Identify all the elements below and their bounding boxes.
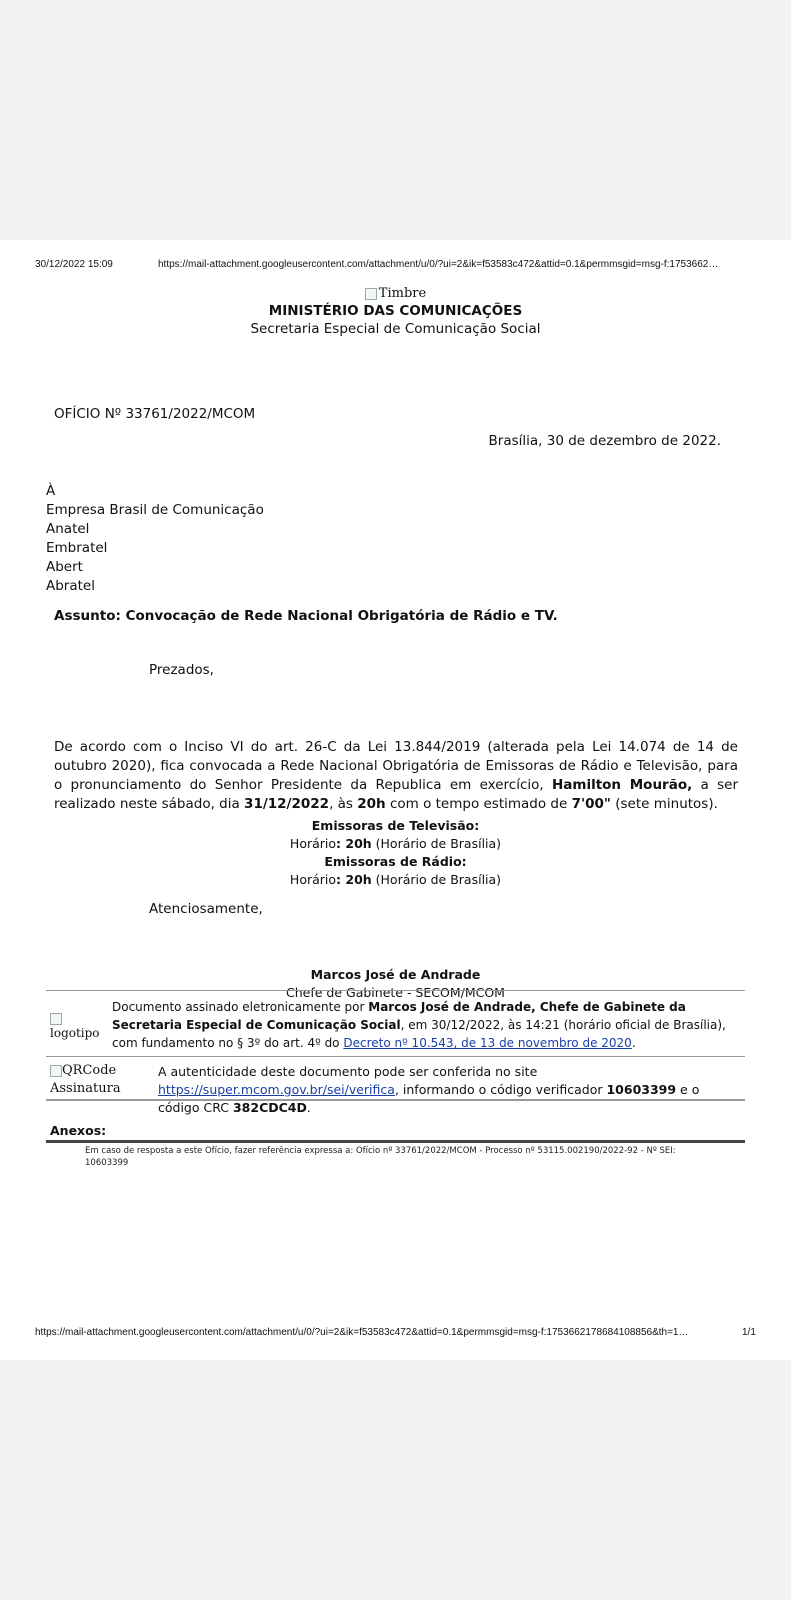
signer-name: Marcos José de Andrade: [310, 967, 481, 982]
tv-schedule: [0, 835, 791, 853]
body-text: com o tempo estimado de: [385, 796, 572, 812]
closing: Atenciosamente,: [149, 901, 263, 917]
sig-signer: Marcos José de Andrade, Chefe de Gabinete da Secretaria Especial de Comunicação Social: [112, 1000, 686, 1032]
oficio-number: OFÍCIO Nº 33761/2022/MCOM: [54, 406, 256, 422]
timbre-image: [0, 286, 791, 301]
recipient-line: Abert: [46, 559, 83, 575]
greeting: Prezados,: [149, 662, 214, 678]
radio-stations-title: Emissoras de Rádio:: [324, 854, 467, 869]
print-header-url: https://mail-attachment.googleusercontent.com/attachment/u/0/?ui=2&ik=f53583c472&attid=0.1&permmsgid=msg-f:1753662…: [158, 259, 719, 270]
authenticity-text: [158, 1063, 744, 1117]
recipient-line: Abratel: [46, 578, 95, 594]
sig-text-part: Documento assinado eletronicamente por: [112, 1000, 369, 1014]
recipient-line: Embratel: [46, 540, 108, 556]
timbre-alt-text: Timbre: [378, 286, 427, 301]
president-name: Hamilton Mourão,: [551, 777, 693, 793]
verification-link[interactable]: https://super.mcom.gov.br/sei/verifica: [158, 1082, 395, 1097]
auth-text-part: A autenticidade deste documento pode ser conferida no site: [158, 1064, 538, 1079]
broadcast-time: 20h: [357, 796, 386, 812]
broadcast-duration: 7'00": [571, 796, 611, 812]
body-paragraph: [54, 738, 738, 814]
print-datetime: 30/12/2022 15:09: [35, 259, 113, 270]
auth-text-part: .: [306, 1100, 311, 1115]
document-page: [0, 240, 791, 1360]
place-date: Brasília, 30 de dezembro de 2022.: [488, 433, 721, 449]
logo-alt-text: logotipo: [50, 1026, 100, 1040]
sig-text-part: .: [631, 1036, 636, 1050]
qr-alt-text: Assinatura: [50, 1081, 121, 1096]
recipient-line: Empresa Brasil de Comunicação: [46, 502, 264, 518]
logotipo-image: [50, 1011, 100, 1041]
schedule-time: : 20h: [336, 836, 372, 851]
radio-schedule: [0, 871, 791, 889]
recipients-list: [46, 482, 264, 596]
double-divider: [46, 1140, 745, 1143]
schedule-time: : 20h: [336, 872, 372, 887]
body-text: De acordo com o Inciso VI do art. 26-C da Lei 13.844/2019 (alterada pela Lei 14.074 de 14 de outubro 2020), fica convocada a Rede Nacional Obrigatória de Emissoras de Rádio e Televisão, para o pronunciamento do Senhor Presidente da Republica em exercício,: [54, 739, 738, 793]
sig-text-part: , em 30/12/2022, às 14:21 (horário oficial de Brasília), com fundamento no § 3º do art. 4º do: [112, 1018, 726, 1050]
body-text: a ser realizado neste sábado, dia: [54, 777, 738, 812]
schedule-note: (Horário de Brasília): [371, 836, 502, 851]
signature-text: [112, 998, 744, 1052]
schedule-note: (Horário de Brasília): [371, 872, 502, 887]
broadcast-schedule: [0, 817, 791, 889]
auth-text-part: , informando o código verificador: [394, 1082, 607, 1097]
secretaria-subtitle: Secretaria Especial de Comunicação Social: [250, 321, 541, 337]
verifier-code: 10603399: [606, 1082, 677, 1097]
qr-alt-text: QRCode: [62, 1063, 117, 1078]
schedule-label: Horário: [289, 836, 337, 851]
authenticity-block: [46, 1060, 745, 1115]
signer-role: Chefe de Gabinete - SECOM/MCOM: [286, 985, 505, 1000]
tv-stations-title: Emissoras de Televisão:: [311, 818, 480, 833]
crc-code: 382CDC4D: [232, 1100, 307, 1115]
broken-image-icon: [50, 1013, 62, 1025]
page-number: 1/1: [742, 1327, 756, 1338]
broadcast-date: 31/12/2022: [244, 796, 330, 812]
broken-image-icon: [50, 1065, 62, 1077]
decree-link[interactable]: Decreto nº 10.543, de 13 de novembro de 2020: [343, 1036, 632, 1050]
qrcode-image: [50, 1062, 121, 1098]
divider: [46, 990, 745, 991]
electronic-signature-block: [46, 994, 745, 1054]
schedule-label: Horário: [289, 872, 337, 887]
subject-line: Assunto: Convocação de Rede Nacional Obrigatória de Rádio e TV.: [54, 608, 558, 624]
divider: [46, 1056, 745, 1057]
ministry-title: MINISTÉRIO DAS COMUNICAÇÕES: [268, 303, 523, 319]
broken-image-icon: [365, 288, 377, 300]
divider: [46, 1099, 745, 1101]
recipient-line: À: [46, 483, 56, 499]
recipient-line: Anatel: [46, 521, 90, 537]
auth-text-part: e o código CRC: [158, 1082, 700, 1115]
anexos-label: Anexos:: [50, 1123, 107, 1138]
body-text: , às: [329, 796, 358, 812]
body-text: (sete minutos).: [610, 796, 718, 812]
reference-note: Em caso de resposta a este Ofício, fazer referência expressa a: Ofício nº 33761/2022/MCOM - Processo nº 53115.002190/2022-92 - Nº SEI: 10603399: [85, 1146, 676, 1168]
print-footer-url: https://mail-attachment.googleusercontent.com/attachment/u/0/?ui=2&ik=f53583c472&attid=0.1&permmsgid=msg-f:1753662178684108856&th=1…: [35, 1327, 689, 1338]
